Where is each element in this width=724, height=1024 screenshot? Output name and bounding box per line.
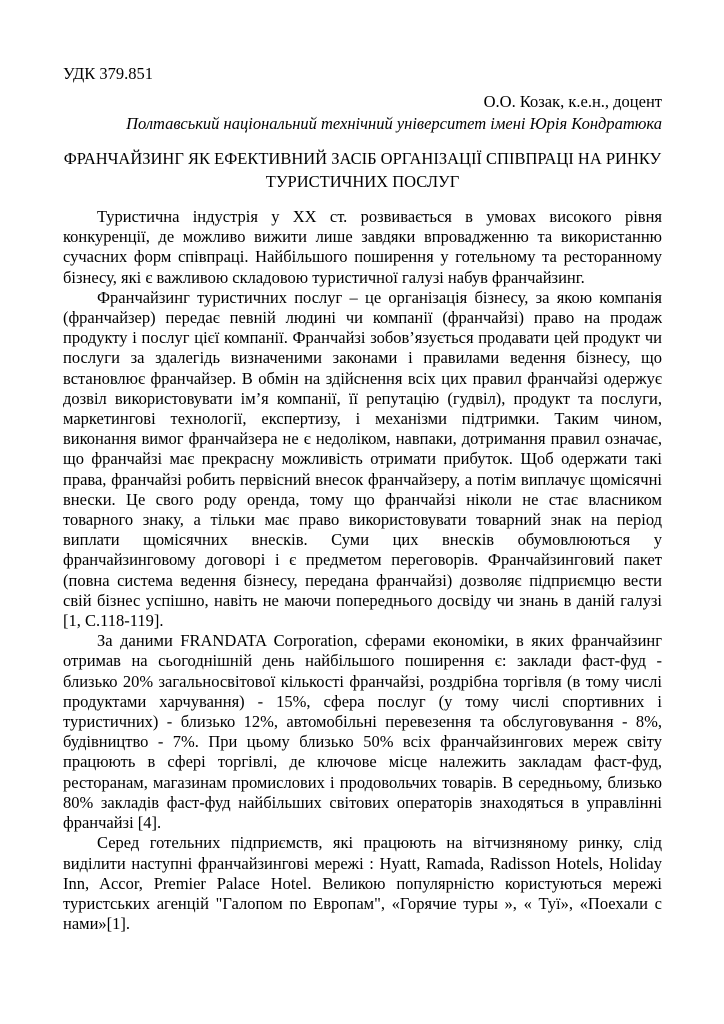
paragraph: Туристична індустрія у XX ст. розвивається в умовах високого рівня конкуренції, де можливо вижити лише завдяки впровадженню та використанню сучасних форм співпраці. Найбільшого поширення у готельному та ресторанному бізнесу, які є важливою складовою туристичної галузі набув франчайзинг.	[63, 207, 662, 287]
article-body	[63, 207, 662, 934]
affiliation-line: Полтавський національний технічний університет імені Юрія Кондратюка	[126, 114, 662, 133]
paragraph: Серед готельних підприємств, які працюють на вітчизняному ринку, слід виділити наступні франчайзингові мережі : Hyatt, Ramada, Radisson Hotels, Holiday Inn, Accor, Premier Palace Hotel. Великою популярністю користуються мережі туристських агенцій "Галопом по Европам", «Горячие туры », « Туї», «Поехали с нами»[1].	[63, 833, 662, 934]
article-title: ФРАНЧАЙЗИНГ ЯК ЕФЕКТИВНИЙ ЗАСІБ ОРГАНІЗАЦІЇ СПІВПРАЦІ НА РИНКУ ТУРИСТИЧНИХ ПОСЛУГ	[63, 149, 662, 191]
paragraph: За даними FRANDATA Corporation, сферами економіки, в яких франчайзинг отримав на сьогоднішній день найбільшого поширення є: заклади фаст-фуд - близько 20% загальносвітової кількості франчайзі, роздрібна торгівля (в тому числі продуктами харчування) - 15%, сфера послуг (у тому числі спортивних і туристичних) - близько 12%, автомобільні перевезення та обслуговування - 8%, будівництво - 7%. При цьому близько 50% всіх франчайзингових мереж світу працюють в сфері торгівлі, де ключове місце належить закладам фаст-фуд, ресторанам, магазинам промислових і продовольчих товарів. В середньому, близько 80% закладів фаст-фуд найбільших світових операторів знаходяться в управлінні франчайзі [4].	[63, 631, 662, 833]
paragraph: Франчайзинг туристичних послуг – це організація бізнесу, за якою компанія (франчайзер) передає певній людині чи компанії (франчайзі) право на продаж продукту і послуг цієї компанії. Франчайзі зобов’язується продавати цей продукт чи послуги за здалегідь визначеними законами і правилами ведення бізнесу, що встановлює франчайзер. В обмін на здійснення всіх цих правил франчайзі одержує дозвіл використовувати ім’я компанії, її репутацію (гудвіл), продукт та послуги, маркетингові технології, експертизу, і механізми підтримки. Таким чином, виконання вимог франчайзера не є недоліком, навпаки, дотримання правил означає, що франчайзі має прекрасну можливість отримати прибуток. Щоб одержати такі права, франчайзі робить первісний внесок франчайзеру, а потім виплачує щомісячні внески. Це свого роду оренда, тому що франчайзі ніколи не стає власником товарного знаку, а тільки має право використовувати товарний знак на період виплати щомісячних внесків. Суми цих внесків обумовлюються у франчайзинговому договорі і є предметом переговорів. Франчайзинговий пакет (повна система ведення бізнесу, передана франчайзі) дозволяє підприємцю вести свій бізнес успішно, навіть не маючи попереднього досвіду чи знань в даній галузі [1, С.118-119].	[63, 287, 662, 631]
author-line: О.О. Козак, к.е.н., доцент	[483, 92, 662, 111]
udc-code: УДК 379.851	[63, 64, 154, 83]
